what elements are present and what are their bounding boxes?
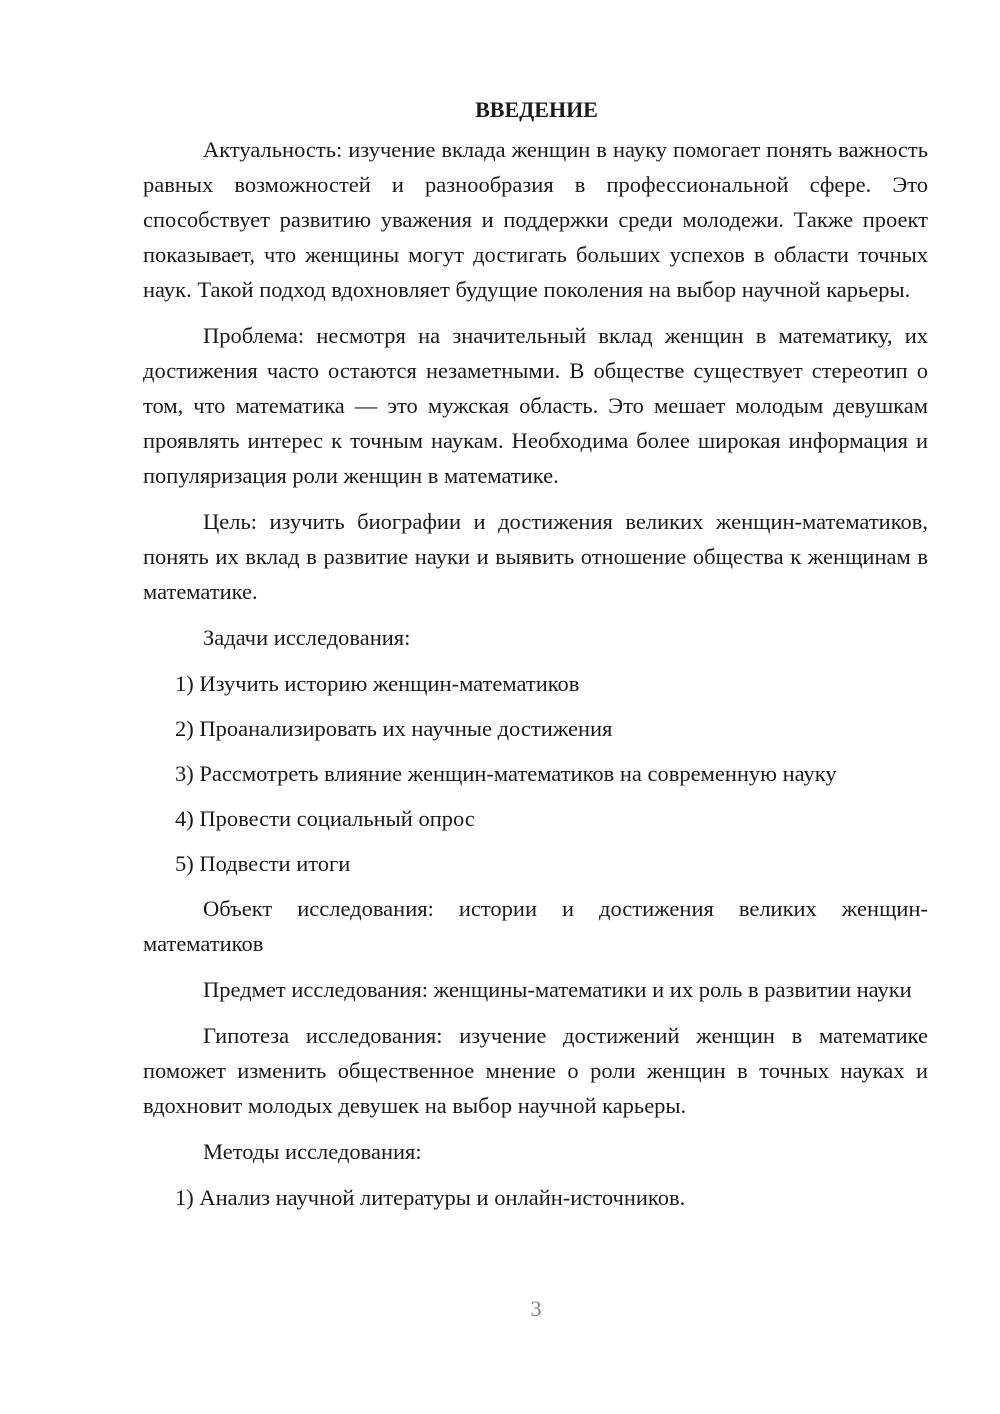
methods-list xyxy=(143,1180,928,1215)
list-item: 2) Проанализировать их научные достижения xyxy=(175,716,613,741)
subject-paragraph: Предмет исследования: женщины-математики и их роль в развитии науки xyxy=(203,977,912,1002)
tasks-heading: Задачи исследования: xyxy=(203,625,411,650)
list-item: 1) Изучить историю женщин-математиков xyxy=(175,671,580,696)
hypothesis-paragraph: Гипотеза исследования: изучение достижений женщин в математике поможет изменить общественное мнение о роли женщин в точных науках и вдохновит молодых девушек на выбор научной карьеры. xyxy=(143,1023,928,1118)
problem-paragraph: Проблема: несмотря на значительный вклад женщин в математику, их достижения часто остаются незаметными. В обществе существует стереотип о том, что математика — это мужская область. Это мешает молодым девушкам проявлять интерес к точным наукам. Необходима более широкая информация и популяризация роли женщин в математике. xyxy=(143,323,928,488)
goal-paragraph: Цель: изучить биографии и достижения великих женщин-математиков, понять их вклад в развитие науки и выявить отношение общества к женщинам в математике. xyxy=(143,509,928,604)
page-number: 3 xyxy=(530,1296,542,1321)
list-item: 4) Провести социальный опрос xyxy=(175,806,475,831)
list-item: 1) Анализ научной литературы и онлайн-источников. xyxy=(175,1185,686,1210)
section-title: ВВЕДЕНИЕ xyxy=(475,97,598,122)
list-item: 5) Подвести итоги xyxy=(175,851,351,876)
methods-heading: Методы исследования: xyxy=(203,1139,422,1164)
list-item: 3) Рассмотреть влияние женщин-математиков на современную науку xyxy=(175,761,837,786)
document-page xyxy=(143,92,928,1225)
relevance-paragraph: Актуальность: изучение вклада женщин в науку помогает понять важность равных возможностей и разнообразия в профессиональной сфере. Это способствует развитию уважения и поддержки среди молодежи. Также проект показывает, что женщины могут достигать больших успехов в области точных наук. Такой подход вдохновляет будущие поколения на выбор научной карьеры. xyxy=(143,137,928,302)
tasks-list xyxy=(143,666,928,881)
object-paragraph: Объект исследования: истории и достижения великих женщин-математиков xyxy=(143,896,928,956)
